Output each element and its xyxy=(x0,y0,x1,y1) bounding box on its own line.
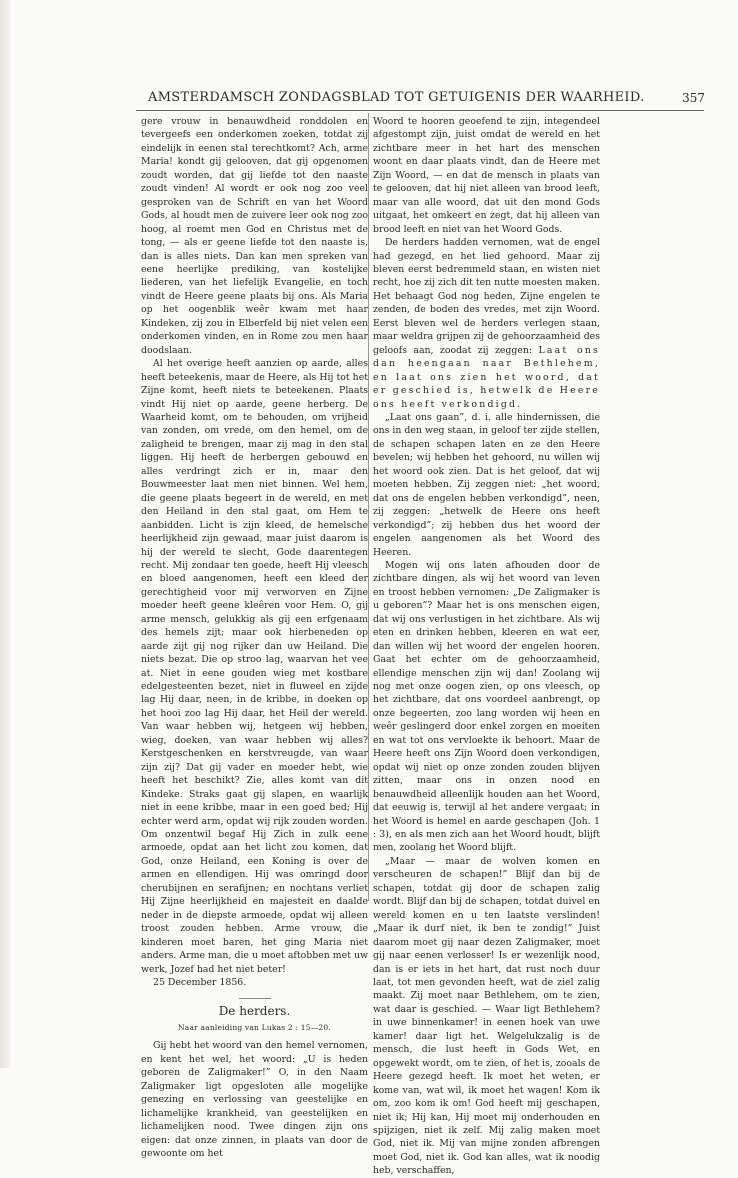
paragraph-text: De herders hadden vernomen, wat de engel had gezegd, en het lied gehoord. Maar zij bleven eerst bedremmeld staan, en wisten niet recht, hoe zij zich dit ten nutte moesten maken. Het behaagt God nog heden, Zijne engelen te zenden, de boden des vredes, met zijn Woord. Eerst bleven wel de herders verlegen staan, maar weldra grijpen zij de gehoorzaamheid des geloofs aan, zoodat zij zeggen: xyxy=(373,237,600,356)
paragraph: gere vrouw in benauwdheid ronddolen en tevergeefs een onderkomen zoeken, totdat zij eindelijk in eenen stal terechtkomt? Ach, arme Maria! kondt gij gelooven, dat gij opgenomen zoudt worden, dat gij liefde tot den naaste zoudt vinden! Al wordt er ook nog zoo veel gesproken van de Schrift en van het Woord Gods, al houdt men de zuivere leer ook nog zoo hoog, al roemt men God en Christus met de tong, — als er geene liefde tot den naaste is, dan is alles niets. Dan kan men spreken van eene heerlijke prediking, van kostelijke liederen, van het liefelijk Evangelie, en toch vindt de Heere geene plaats bij ons. Als Maria op het oogenblik weêr kwam met haar Kindeken, zij zou in Elberfeld bij niet velen een onderkomen vinden, en in Rome zou men haar doodslaan. xyxy=(141,116,368,356)
section-subtitle: Naar aanleiding van Lukas 2 : 15—20. xyxy=(178,1022,331,1032)
paragraph xyxy=(373,236,600,411)
left-column xyxy=(141,115,368,1160)
paragraph: Mogen wij ons laten afhouden door de zichtbare dingen, als wij het woord van leven en troost hebben vernomen: „De Zaligmaker is u geboren”? Maar het is ons menschen eigen, dat wij ons verlustigen in het zichtbare. Als wij eten en drinken hebben, kleeren en wat eer, dan willen wij het woord der engelen hooren. Gaat het echter om de gehoorzaamheid, ellendige menschen zijn wij dan! Zoolang wij nog met onze oogen zien, op ons vleesch, op het zichtbare, dat ons voordeel aanbrengt, op onze begeerten, zoo lang worden wij heen en weêr geslingerd door enkel zorgen en moeiten en wat tot ons vervloekte ik behoort. Maar de Heere heeft ons Zijn Woord doen verkondigen, opdat wij niet op onze zonden zouden blijven zitten, maar ons in onzen nood en benauwdheid alleenlijk houden aan het Woord, dat eeuwig is, terwijl al het andere vergaat; in het Woord is hemel en aarde geschapen (Joh. 1 : 3), en als men zich aan het Woord houdt, blijft men, zoolang het Woord blijft. xyxy=(373,559,600,854)
section-separator xyxy=(239,998,271,999)
scan-edge xyxy=(0,0,10,1068)
running-title: AMSTERDAMSCH ZONDAGSBLAD TOT GETUIGENIS DER WAARHEID. xyxy=(148,90,645,105)
paragraph: Gij hebt het woord van den hemel vernomen, en kent het wel, het woord: „U is heden geboren de Zaligmaker!” O, in den Naam Zaligmaker ligt opgesloten alle mogelijke genezing en verlossing van geestelijke en lichamelijke krankheid, van geestelijken en lichamelijken nood. Twee dingen zijn ons eigen: dat onze zinnen, in plaats van door de gewoonte om het xyxy=(141,1040,368,1159)
paragraph: „Laat ons gaan”, d. i. alle hindernissen, die ons in den weg staan, in geloof ter zijde stellen, de schapen schapen laten en ze den Heere bevelen; wij hebben het gehoord, nu willen wij het woord ook zien. Dat is het geloof, dat wij moeten hebben. Zij zeggen niet: „het woord, dat ons de engelen hebben verkondigd”, neen, zij zeggen: „hetwelk de Heere ons heeft verkondigd”; zij hebben dus het woord der engelen aangenomen als het Woord des Heeren. xyxy=(373,411,600,558)
paragraph: Woord te hooren geoefend te zijn, integendeel afgestompt zijn, juist omdat de wereld en het zichtbare meer in het hart des menschen woont en daar plaats vindt, dan de Heere met Zijn Woord, — en dat de mensch in plaats van te gelooven, dat hij niet alleen van brood leeft, maar van alle woord, dat uit den mond Gods uitgaat, het omkeert en zegt, dat hij alleen van brood leeft en niet van het Woord Gods. xyxy=(373,116,600,235)
paragraph: Al het overige heeft aanzien op aarde, alles heeft beteekenis, maar de Heere, als Hij tot het Zijne komt, heeft niets te beteekenen. Plaats vindt Hij niet op aarde, geene herberg. De Waarheid komt, om te behouden, om vrijheid van zonden, om vrede, om den hemel, om de zaligheid te brengen, maar zij mag in den stal liggen. Hij heeft de herbergen gebouwd en alles verdringt zich er in, maar den Bouwmeester laat men niet binnen. Wel hem, die geene plaats begeert in de wereld, en met den Heiland in den stal gaat, om Hem te aanbidden. Licht is zijn kleed, de hemelsche heerlijkheid zijn gewaad, maar juist daarom is hij der wereld te slecht, Gode daarentegen recht. Mij zondaar ten goede, heeft Hij vleesch en bloed aangenomen, heeft een kleed der gerechtigheid voor mij verworven en Zijne moeder heeft geene kleêren voor Hem. O, gij arme mensch, gelukkig als gij een erfgenaam des hemels zijt; maar ook hierbeneden op aarde zijt gij nog rijker dan uw Heiland. Die niets bezat. Die op stroo lag, waarvan het vee at. Niet in eene gouden wieg met kostbare edelgesteenten bezet, niet in fluweel en zijde lag Hij daar, neen, in de kribbe, in doeken op het hooi zoo lag Hij daar, het Heil der wereld. Van waar hebben wij, hetgeen wij hebben, wieg, doeken, van waar hebben wij alles? Kerstgeschenken en kerstvreugde, van waar zijn zij? Dat gij vader en moeder hebt, wie heeft het beschikt? Zie, alles komt van dit Kindeke. Straks gaat gij slapen, en waarlijk niet in eene kribbe, maar in een goed bed; Hij echter werd arm, opdat wij rijk zouden worden. Om onzentwil begaf Hij Zich in zulk eene armoede, opdat aan het licht zou komen, dat God, onze Heiland, een Koning is over de armen en ellendigen. Hij was omringd door cherubijnen en serafijnen; en nochtans verliet Hij Zijne heerlijkheid en majesteit en daalde neder in de diepste armoede, opdat wij alleen troost zouden hebben. Arme vrouw, die kinderen moet baren, het ging Maria niet anders. Arme man, die u moet aftobben met uw werk, Jozef had het niet beter! xyxy=(141,358,368,975)
page-number: 357 xyxy=(682,91,705,105)
right-column xyxy=(373,115,600,1178)
section-title: De herders. xyxy=(218,1004,291,1019)
page-header xyxy=(110,90,705,110)
column-divider xyxy=(368,113,369,901)
spaced-quote: Laat ons dan heengaan naar Bethlehem, en laat ons zien het woord, dat er geschied is, hetwelk de Heere ons heeft verkondigd. xyxy=(373,344,600,410)
header-rule xyxy=(136,110,704,111)
paragraph: „Maar — maar de wolven komen en verscheuren de schapen!” Blijf dan bij de schapen, totdat gij door de schapen zalig wordt. Blijf dan bij de schapen, totdat duivel en wereld komen en u ten laatste verslinden! „Maar ik durf niet, ik ben te zondig!” Juist daarom moet gij naar dezen Zaligmaker, moet gij naar eenen verlosser! Is er wezenlijk nood, dan is er iets in het hart, dat rust noch duur laat, tot men gevonden heeft, wat de ziel zalig maakt. Zij moet naar Bethlehem, om te zien, wat daar is geschied. — Waar ligt Bethlehem? in uwe binnenkamer! in eenen hoek van uwe kamer! daar ligt het. Welgelukzalig is de mensch, die lust heeft in Gods Wet, en opgewekt wordt, om te zien, of het is, zooals de Heere gezegd heeft. Ik moet het weten, er kome van, wat wil, ik moet het wagen! Kom ik om, zoo kom ik om! God heeft mij geschapen, niet ik; Hij kan, Hij moet mij onderhouden en spijzigen, niet ik zelf. Mij zalig maken moet God, niet ik. Mij van mijne zonden afbrengen moet God, niet ik. God kan alles, wat ik noodig heb, verschaffen, xyxy=(373,855,600,1177)
date-line: 25 December 1856. xyxy=(153,977,247,988)
